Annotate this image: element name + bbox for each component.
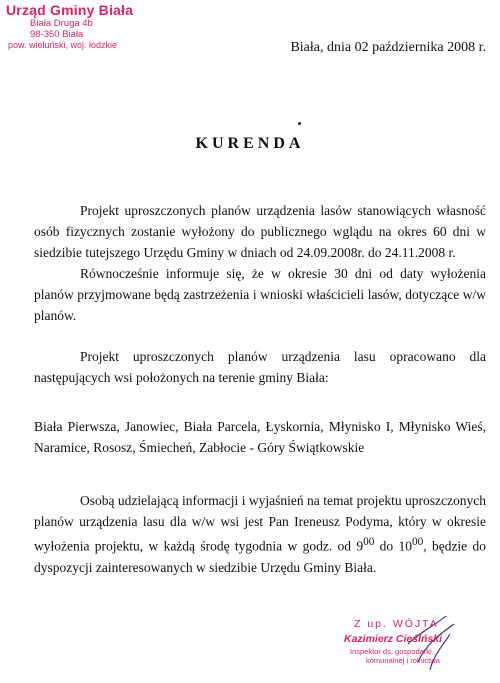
stamp-address-street: Biała Druga 4b [30,18,93,29]
paragraph-contact [34,490,486,578]
contact-text-c: , będzie do dyspozycji zainteresowanych w siedzibie Urzędu Gminy Biała. [34,538,487,575]
hour-end-superscript: 00 [412,536,424,548]
paragraph-3: Projekt uproszczonych planów urządzenia lasu opracowano dla następujących wsi położonych na terenie gminy Biała: [34,349,486,385]
contact-text-a: Osobą udzielającą informacji i wyjaśnień na temat projektu uproszczonych planów urządzenia lasu dla w/w wsi jest Pan Ireneusz Podyma, który w okresie wyłożenia projektu, w każdą środę tygodnia w godz. od 9 [34,493,486,554]
stamp-address-postcode: 98-350 Biała [30,29,84,40]
signatory-role-line2: komunalnej i rolnictwa [366,656,440,665]
stamp-title: Urząd Gminy Biała [6,2,134,18]
signatory-name: Kazimierz Cieślński [344,633,443,645]
paragraph-1: Projekt uproszczonych planów urządzenia lasów stanowiących własność osób fizycznych zostanie wyłożony do publicznego wglądu na okres 60 dni w siedzibie tutejszego Urzędu Gminy w dniach od 24.09.2008r. do 24.11.2008 r. [34,203,486,260]
signature-stamp [338,617,488,665]
contact-text-b: do 10 [374,538,412,554]
ink-dot [298,122,301,125]
hour-start-superscript: 00 [363,536,375,548]
document-date: Biała, dnia 02 października 2008 r. [290,40,486,55]
signatory-role-line1: Inspektor ds. gospodarki [350,647,432,656]
office-stamp [6,2,166,51]
document-heading: KURENDA [195,135,305,152]
village-list: Biała Pierwsza, Janowiec, Biała Parcela, Łyskornia, Młynisko I, Młynisko Wieś, Naramice, Rososz, Śmiecheń, Zabłocie - Góry Świątkowskie [34,419,486,455]
paragraph-2: Równocześnie informuje się, że w okresie 30 dni od daty wyłożenia planów przyjmowane będą zastrzeżenia i wnioski właścicieli lasów, dotyczące w/w planów. [34,266,486,323]
signature-on-behalf: Z up. WÓJTA [354,618,439,630]
stamp-address-region: pow. wieluński, woj. łódzkie [8,40,118,50]
